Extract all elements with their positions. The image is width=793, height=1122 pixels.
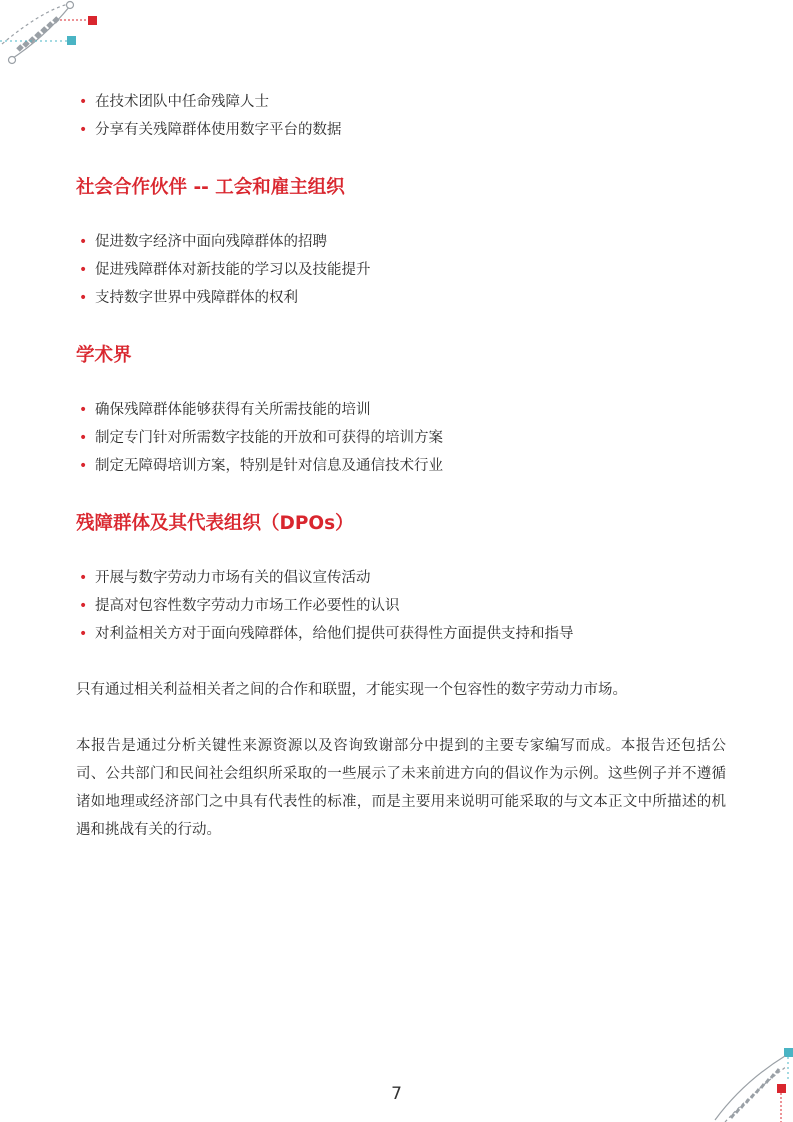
- list-item: [76, 116, 726, 144]
- bottom-right-decoration-icon: [703, 1042, 793, 1122]
- list-item: [76, 452, 726, 480]
- intro-bullet-list: [76, 88, 726, 144]
- bullet-icon: •: [79, 94, 88, 110]
- list-item: [76, 424, 726, 452]
- dpos-bullet-list: [76, 564, 726, 648]
- bullet-icon: •: [79, 290, 88, 306]
- bullet-icon: •: [79, 122, 88, 138]
- list-item-text: 制定专门针对所需数字技能的开放和可获得的培训方案: [95, 430, 443, 446]
- page-number: 7: [391, 1084, 402, 1104]
- list-item: [76, 284, 726, 312]
- bullet-icon: •: [79, 458, 88, 474]
- list-item: [76, 256, 726, 284]
- list-item-text: 在技术团队中任命残障人士: [95, 94, 269, 110]
- bullet-icon: •: [79, 598, 88, 614]
- academia-bullet-list: [76, 396, 726, 480]
- section-heading-social-partners: 社会合作伙伴 -- 工会和雇主组织: [76, 177, 345, 198]
- top-left-decoration-icon: [0, 0, 110, 70]
- bullet-icon: •: [79, 430, 88, 446]
- list-item-text: 提高对包容性数字劳动力市场工作必要性的认识: [95, 598, 400, 614]
- bullet-icon: •: [79, 626, 88, 642]
- list-item: [76, 620, 726, 648]
- list-item-text: 对利益相关方对于面向残障群体，给他们提供可获得性方面提供支持和指导: [95, 626, 574, 642]
- list-item-text: 开展与数字劳动力市场有关的倡议宣传活动: [95, 570, 371, 586]
- social-partners-bullet-list: [76, 228, 726, 312]
- section-heading-dpos: 残障群体及其代表组织（DPOs）: [76, 513, 354, 534]
- list-item-text: 支持数字世界中残障群体的权利: [95, 290, 298, 306]
- list-item: [76, 88, 726, 116]
- methodology-paragraph: 本报告是通过分析关键性来源资源以及咨询致谢部分中提到的主要专家编写而成。本报告还包括公司、公共部门和民间社会组织所采取的一些展示了未来前进方向的倡议作为示例。这些例子并不遵循诸如地理或经济部门之中具有代表性的标准，而是主要用来说明可能采取的与文本正文中所描述的机遇和挑战有关的行动。: [76, 738, 726, 838]
- list-item: [76, 228, 726, 256]
- content-area: [76, 88, 726, 844]
- list-item-text: 确保残障群体能够获得有关所需技能的培训: [95, 402, 371, 418]
- closing-paragraph: 只有通过相关利益相关者之间的合作和联盟，才能实现一个包容性的数字劳动力市场。: [76, 682, 627, 698]
- list-item: [76, 396, 726, 424]
- list-item: [76, 564, 726, 592]
- list-item-text: 分享有关残障群体使用数字平台的数据: [95, 122, 342, 138]
- section-heading-academia: 学术界: [76, 345, 132, 366]
- list-item-text: 促进数字经济中面向残障群体的招聘: [95, 234, 327, 250]
- list-item-text: 促进残障群体对新技能的学习以及技能提升: [95, 262, 371, 278]
- list-item: [76, 592, 726, 620]
- bullet-icon: •: [79, 402, 88, 418]
- bullet-icon: •: [79, 262, 88, 278]
- bullet-icon: •: [79, 570, 88, 586]
- bullet-icon: •: [79, 234, 88, 250]
- list-item-text: 制定无障碍培训方案，特别是针对信息及通信技术行业: [95, 458, 443, 474]
